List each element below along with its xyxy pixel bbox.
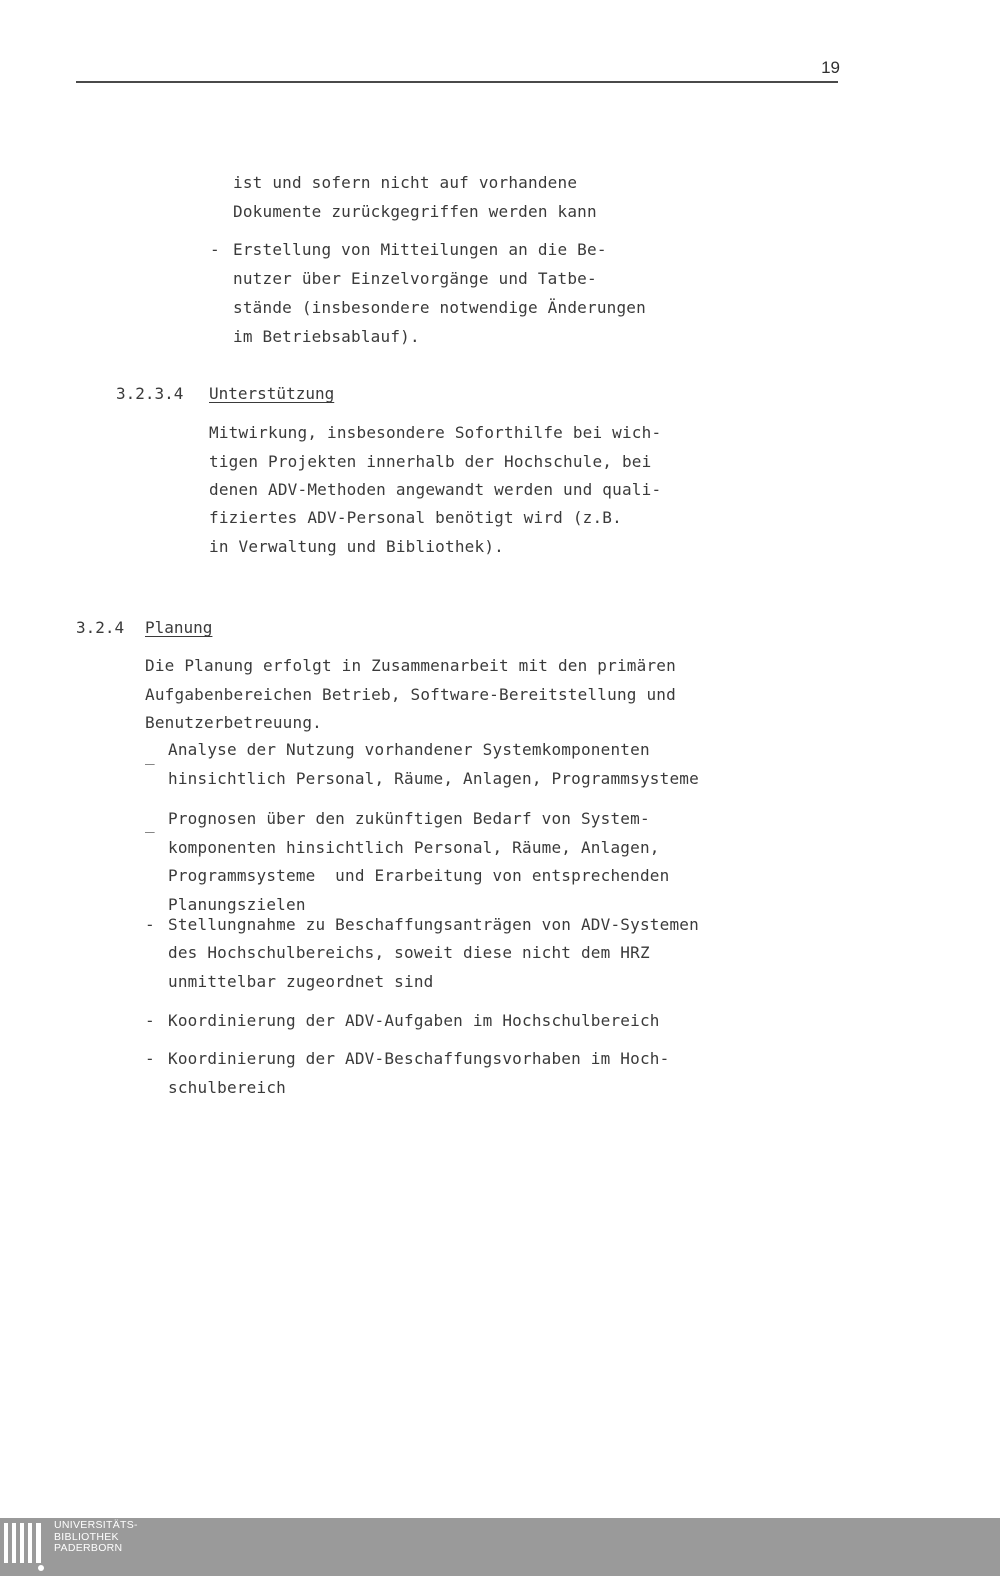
bullet-marker: - <box>210 240 220 259</box>
bullet-marker: _ <box>145 746 155 765</box>
bullet-line: Prognosen über den zukünftigen Bedarf von System- <box>168 809 650 828</box>
section-title: Planung <box>145 618 213 637</box>
library-name <box>54 1520 138 1555</box>
continuation-line: Dokumente zurückgegriffen werden kann <box>233 202 597 221</box>
paragraph-line: tigen Projekten innerhalb der Hochschule, bei <box>209 452 652 471</box>
bullet-line: Programmsysteme und Erarbeitung von entsprechenden <box>168 866 670 885</box>
bullet-line: stände (insbesondere notwendige Änderungen <box>233 298 646 317</box>
library-name-line: BIBLIOTHEK <box>54 1530 119 1543</box>
bullet-line: Stellungnahme zu Beschaffungsanträgen von ADV-Systemen <box>168 915 699 934</box>
bullet-marker: _ <box>145 814 155 833</box>
continuation-line: ist und sofern nicht auf vorhandene <box>233 173 578 192</box>
bullet-line: Erstellung von Mitteilungen an die Be- <box>233 240 607 259</box>
library-footer <box>0 1518 1000 1576</box>
bullet-line: Koordinierung der ADV-Aufgaben im Hochschulbereich <box>168 1011 660 1030</box>
bullet-line: im Betriebsablauf). <box>233 327 420 346</box>
bullet-line: hinsichtlich Personal, Räume, Anlagen, Programmsysteme <box>168 769 699 788</box>
section-title: Unterstützung <box>209 384 335 403</box>
paragraph-line: denen ADV-Methoden angewandt werden und quali- <box>209 480 662 499</box>
section-number: 3.2.3.4 <box>116 384 184 403</box>
bullet-line: Koordinierung der ADV-Beschaffungsvorhaben im Hoch- <box>168 1049 670 1068</box>
bullet-line: komponenten hinsichtlich Personal, Räume, Anlagen, <box>168 838 660 857</box>
library-name-line: PADERBORN <box>54 1542 123 1554</box>
library-name-line: UNIVERSITÄTS- <box>54 1519 138 1531</box>
paragraph-line: Die Planung erfolgt in Zusammenarbeit mit den primären <box>145 656 676 675</box>
bullet-marker: - <box>145 1049 155 1068</box>
bullet-marker: - <box>145 915 155 934</box>
paragraph-line: Mitwirkung, insbesondere Soforthilfe bei wich- <box>209 423 662 442</box>
page-number: 19 <box>821 58 840 77</box>
bullet-line: schulbereich <box>168 1078 286 1097</box>
header-rule <box>76 81 838 83</box>
paragraph-line: Benutzerbetreuung. <box>145 713 322 732</box>
bullet-line: unmittelbar zugeordnet sind <box>168 972 434 991</box>
library-logo-icon <box>4 1523 44 1571</box>
bullet-line: Analyse der Nutzung vorhandener Systemkomponenten <box>168 740 650 759</box>
bullet-line: des Hochschulbereichs, soweit diese nicht dem HRZ <box>168 943 650 962</box>
section-number: 3.2.4 <box>76 618 125 637</box>
paragraph-line: Aufgabenbereichen Betrieb, Software-Bereitstellung und <box>145 685 676 704</box>
paragraph-line: in Verwaltung und Bibliothek). <box>209 537 504 556</box>
bullet-marker: - <box>145 1011 155 1030</box>
paragraph-line: fiziertes ADV-Personal benötigt wird (z.B. <box>209 508 622 527</box>
bullet-line: Planungszielen <box>168 895 306 914</box>
bullet-line: nutzer über Einzelvorgänge und Tatbe- <box>233 269 597 288</box>
